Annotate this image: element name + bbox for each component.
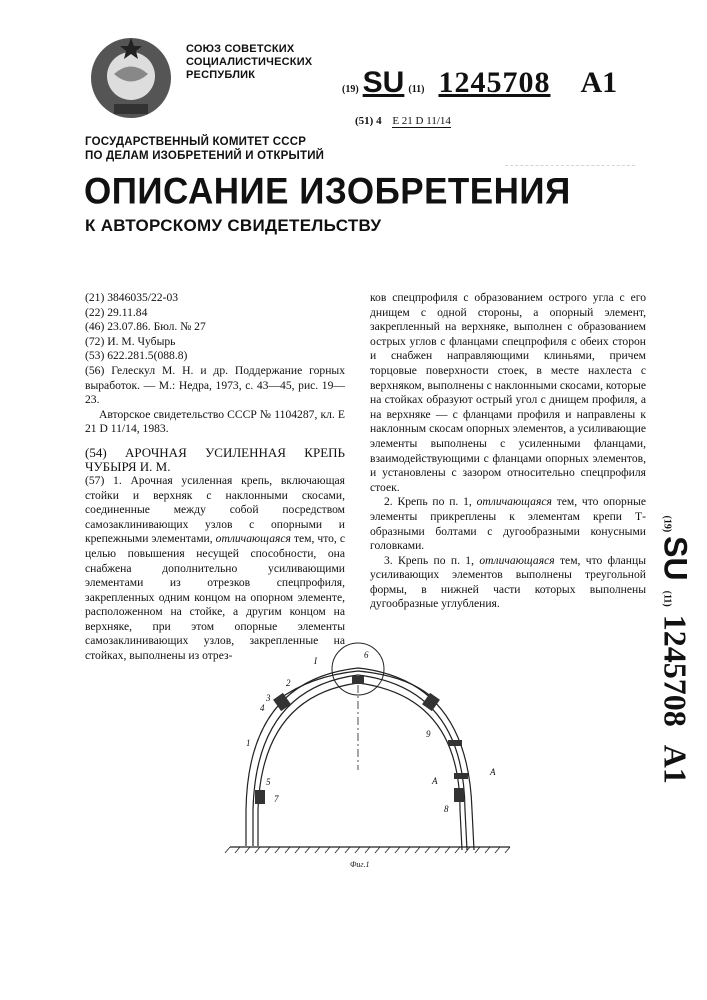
biblio-21: (21) 3846035/22-03	[85, 291, 345, 306]
biblio-22: (22) 29.11.84	[85, 306, 345, 321]
fig-label-5: 5	[266, 777, 271, 787]
document-subtitle: К АВТОРСКОМУ СВИДЕТЕЛЬСТВУ	[85, 216, 381, 236]
committee-line: ПО ДЕЛАМ ИЗОБРЕТЕНИЙ И ОТКРЫТИЙ	[85, 149, 324, 163]
claim-3-text: 3. Крепь по п. 1,	[384, 554, 474, 567]
patent-number-block	[342, 66, 617, 100]
claim-2-italic: отличающаяся	[477, 495, 552, 508]
fig-label-A-left: A	[431, 776, 438, 786]
committee-line: ГОСУДАРСТВЕННЫЙ КОМИТЕТ СССР	[85, 135, 324, 149]
ipc-value: E 21 D 11/14	[392, 115, 451, 128]
claim-1-text-right: ков спецпрофиля с образованием острого угла с его днищем с одной стороны, а опорный элемент, закрепленный на верхняке, выполнен с образованием острых углов с фланцами спецпрофиля с обеих сторон и снабжен направляющими клиньями, причем торцовые поверхности стоек, в месте нахлеста с верхняком, выполнены с наклонными скосами, которые на стойках образуют острый угол с днищем профиля, а на верхняке — с фланцами профиля и направлены к наклонным скосам опорных элементов, а усиливающие элементы выполнены с усиленными фланцами, взаимодействующими с фланцами опорных элементов, и установлены с зазором относительно спецпрофиля стоек.	[370, 291, 646, 495]
claim-2-text: 2. Крепь по п. 1,	[384, 495, 472, 508]
country-code: SU	[363, 66, 405, 99]
patent-number: 1245708	[438, 66, 550, 99]
biblio-56: (56) Гелескул М. Н. и др. Поддержание горных выработок. — М.: Недра, 1973, с. 43—45, рис. 19—23.	[85, 364, 345, 408]
biblio-53: (53) 622.281.5(088.8)	[85, 349, 345, 364]
right-column	[370, 291, 646, 612]
fig-label-I: I	[313, 656, 318, 666]
fig-label-6: 6	[364, 650, 369, 660]
side-code-19: (19)	[662, 516, 673, 533]
side-patent-number	[657, 516, 694, 786]
biblio-56-cont: Авторское свидетельство СССР № 1104287, кл. E 21 D 11/14, 1983.	[85, 408, 345, 437]
side-code-11: (11)	[662, 591, 673, 607]
code-19: (19)	[342, 84, 359, 95]
ussr-emblem-icon	[84, 34, 178, 122]
patent-page	[0, 0, 707, 1000]
claim-1-text: (57) 1. Арочная усиленная крепь, включающая стойки и верхняк с наклонными скосами, соединенные между собой посредством самозаклинивающих узлов с опорными и крепежными элементами,	[85, 474, 345, 545]
biblio-72: (72) И. М. Чубырь	[85, 335, 345, 350]
side-country-code: SU	[658, 536, 694, 580]
claim-1-italic: отличающаяся	[216, 532, 291, 545]
fig-label-3: 3	[265, 693, 271, 703]
ipc-class	[355, 115, 451, 127]
fig-label-4: 4	[260, 703, 265, 713]
side-number: 1245708	[658, 615, 694, 727]
country-line: РЕСПУБЛИК	[186, 69, 312, 82]
invention-title: (54) АРОЧНАЯ УСИЛЕННАЯ КРЕПЬ ЧУБЫРЯ И. М.	[85, 446, 345, 474]
claim-3-text-cont: тем, что фланцы усиливающих элементов выполнены треугольной формы, в нижней части которых выполнены дугообразные углубления.	[370, 554, 646, 611]
biblio-46: (46) 23.07.86. Бюл. № 27	[85, 320, 345, 335]
kind-code: A1	[580, 66, 617, 99]
fig-label-7: 7	[274, 794, 279, 804]
figure-caption: Фиг.1	[350, 860, 369, 869]
code-11: (11)	[408, 84, 424, 95]
claim-2-text-cont: тем, что опорные элементы прикреплены к элементам крепи Т-образными болтами с дугообразными конусными головками.	[370, 495, 646, 552]
fig-label-8: 8	[444, 804, 449, 814]
claim-3-italic: отличающаяся	[479, 554, 554, 567]
ipc-code-label: (51) 4	[355, 115, 382, 127]
fig-label-2: 2	[286, 678, 291, 688]
fig-label-A-right: A	[489, 767, 496, 777]
side-kind: A1	[658, 745, 694, 784]
country-line: СОЮЗ СОВЕТСКИХ	[186, 43, 312, 56]
fig-label-1: 1	[246, 738, 251, 748]
country-name	[186, 43, 312, 82]
committee	[85, 135, 324, 163]
fig-label-9: 9	[426, 729, 431, 739]
document-title: ОПИСАНИЕ ИЗОБРЕТЕНИЯ	[84, 171, 571, 213]
arch-figure	[220, 640, 520, 880]
claim-1-text-cont: тем, что, с целью повышения несущей способности, она снабжена дополнительно усиливающими элементами из отрезков спецпрофиля, закрепленных одним концом на опорном элементе, расположенном на стойке, а другим концом на верхняке, при этом опорные элементы самозаклинивающих узлов, закрепленные на стойках, выполнены из отрез-	[85, 532, 345, 662]
left-column	[85, 291, 345, 664]
library-stamp	[505, 165, 635, 246]
country-line: СОЦИАЛИСТИЧЕСКИХ	[186, 56, 312, 69]
